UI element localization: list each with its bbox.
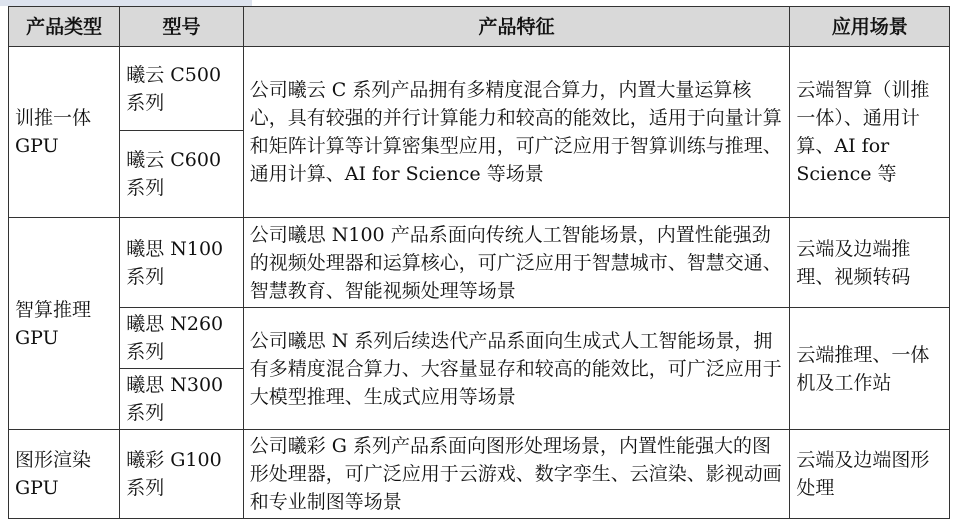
product-type-cell: 智算推理GPU [9, 218, 120, 430]
table-row [9, 308, 950, 369]
header-application-scene: 应用场景 [790, 7, 950, 47]
gpu-product-table [8, 6, 950, 519]
product-type-cell: 训推一体GPU [9, 47, 120, 218]
table-row [9, 430, 950, 519]
model-cell: 曦云 C600 系列 [120, 131, 244, 218]
model-cell: 曦思 N100 系列 [120, 218, 244, 308]
header-model: 型号 [120, 7, 244, 47]
feature-cell: 公司曦彩 G 系列产品系面向图形处理场景，内置性能强大的图形处理器，可广泛应用于云游戏、数字孪生、云渲染、影视动画和专业制图等场景 [243, 430, 790, 519]
scene-cell: 云端推理、一体机及工作站 [790, 308, 950, 430]
table-header-row [9, 7, 950, 47]
table-row [9, 47, 950, 131]
scene-cell: 云端智算（训推一体）、通用计算、AI for Science 等 [790, 47, 950, 218]
scene-cell: 云端及边端图形处理 [790, 430, 950, 519]
feature-cell: 公司曦思 N100 产品系面向传统人工智能场景，内置性能强劲的视频处理器和运算核心，可广泛应用于智慧城市、智慧交通、智慧教育、智能视频处理等场景 [243, 218, 790, 308]
feature-cell: 公司曦思 N 系列后续迭代产品系面向生成式人工智能场景，拥有多精度混合算力、大容量显存和较高的能效比，可广泛应用于大模型推理、生成式应用等场景 [243, 308, 790, 430]
model-cell: 曦彩 G100 系列 [120, 430, 244, 519]
model-cell: 曦云 C500 系列 [120, 47, 244, 131]
header-product-type: 产品类型 [9, 7, 120, 47]
product-type-cell: 图形渲染GPU [9, 430, 120, 519]
header-product-feature: 产品特征 [243, 7, 790, 47]
feature-cell: 公司曦云 C 系列产品拥有多精度混合算力，内置大量运算核心，具有较强的并行计算能力和较高的能效比，适用于向量计算和矩阵计算等计算密集型应用，可广泛应用于智算训练与推理、通用计算、AI for Science 等场景 [243, 47, 790, 218]
scene-cell: 云端及边端推理、视频转码 [790, 218, 950, 308]
model-cell: 曦思 N260 系列 [120, 308, 244, 369]
model-cell: 曦思 N300 系列 [120, 369, 244, 430]
table-row [9, 218, 950, 308]
